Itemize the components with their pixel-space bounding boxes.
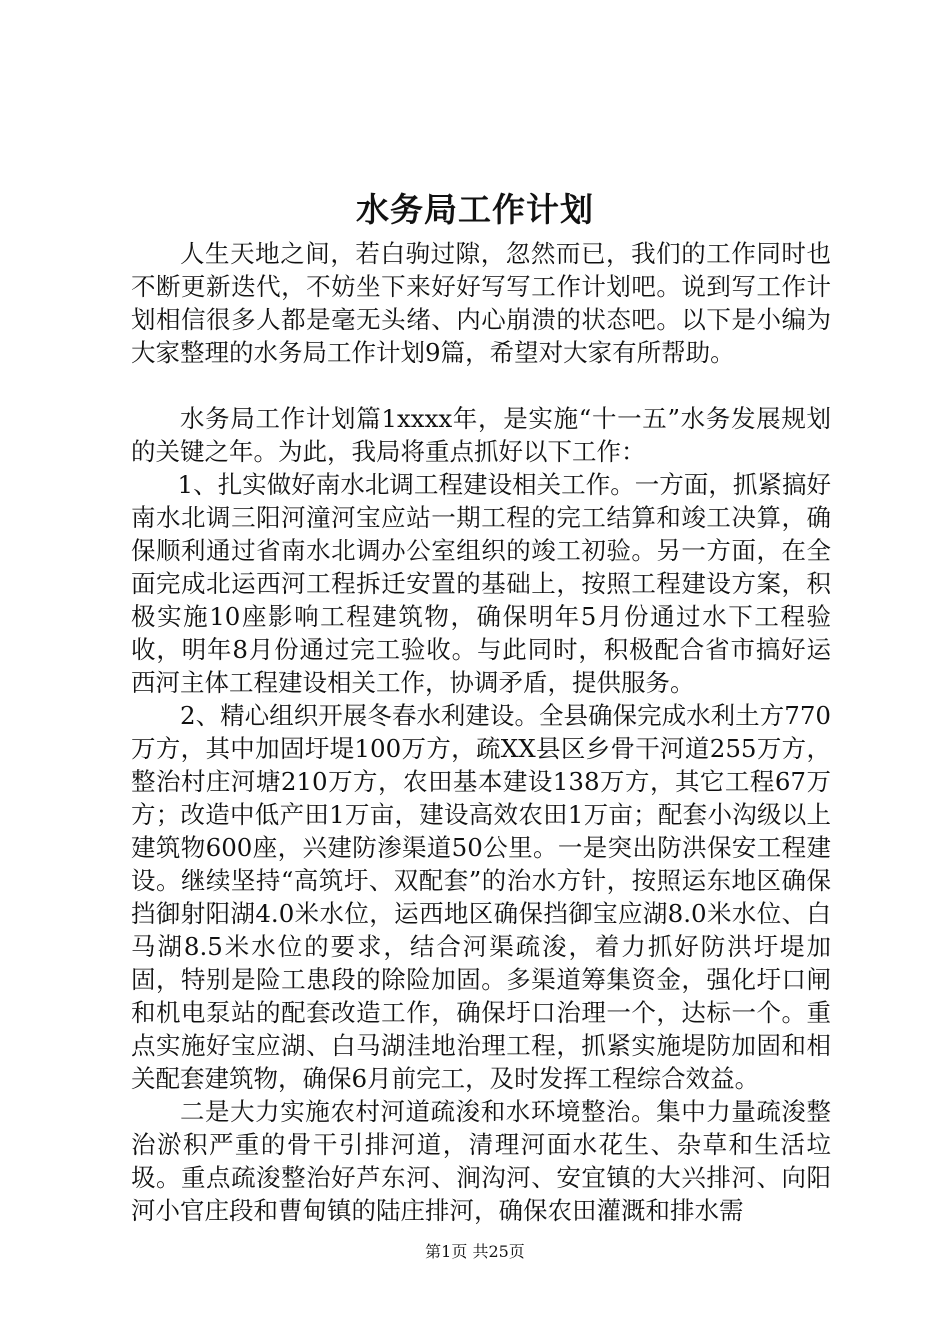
item-1-paragraph: 1、扎实做好南水北调工程建设相关工作。一方面，抓紧搞好南水北调三阳河潼河宝应站一期工程的完工结算和竣工决算，确保顺利通过省南水北调办公室组织的竣工初验。另一方面，在全面完成北运西河工程拆迁安置的基础上，按照工程建设方案，积极实施10座影响工程建筑物，确保明年5月份通过水下工程验收，明年8月份通过完工验收。与此同时，积极配合省市搞好运西河主体工程建设相关工作，协调矛盾，提供服务。 <box>131 470 831 697</box>
document-body <box>131 237 831 1227</box>
item-2-paragraph: 2、精心组织开展冬春水利建设。全县确保完成水利土方770万方，其中加固圩堤100万方，疏XX县区乡骨干河道255万方，整治村庄河塘210万方，农田基本建设138万方，其它工程67万方；改造中低产田1万亩，建设高效农田1万亩；配套小沟级以上建筑物600座，兴建防渗渠道50公里。一是突出防洪保安工程建设。继续坚持“高筑圩、双配套”的治水方针，按照运东地区确保挡御射阳湖4.0米水位，运西地区确保挡御宝应湖8.0米水位、白马湖8.5米水位的要求，结合河渠疏浚，着力抓好防洪圩堤加固，特别是险工患段的除险加固。多渠道筹集资金，强化圩口闸和机电泵站的配套改造工作，确保圩口治理一个，达标一个。重点实施好宝应湖、白马湖洼地治理工程，抓紧实施堤防加固和相关配套建筑物，确保6月前完工，及时发挥工程综合效益。 <box>131 701 831 1093</box>
second-point-paragraph: 二是大力实施农村河道疏浚和水环境整治。集中力量疏浚整治淤积严重的骨干引排河道，清理河面水花生、杂草和生活垃圾。重点疏浚整治好芦东河、涧沟河、安宜镇的大兴排河、向阳河小官庄段和曹甸镇的陆庄排河，确保农田灌溉和排水需 <box>131 1097 831 1225</box>
plan-heading-paragraph: 水务局工作计划篇1xxxx年，是实施“十一五”水务发展规划的关键之年。为此，我局将重点抓好以下工作： <box>131 404 831 466</box>
document-title: 水务局工作计划 <box>356 190 594 229</box>
page-number-footer: 第1页 共25页 <box>425 1242 525 1261</box>
intro-paragraph: 人生天地之间，若白驹过隙，忽然而已，我们的工作同时也不断更新迭代，不妨坐下来好好写写工作计划吧。说到写工作计划相信很多人都是毫无头绪、内心崩溃的状态吧。以下是小编为大家整理的水务局工作计划9篇，希望对大家有所帮助。 <box>131 239 831 367</box>
